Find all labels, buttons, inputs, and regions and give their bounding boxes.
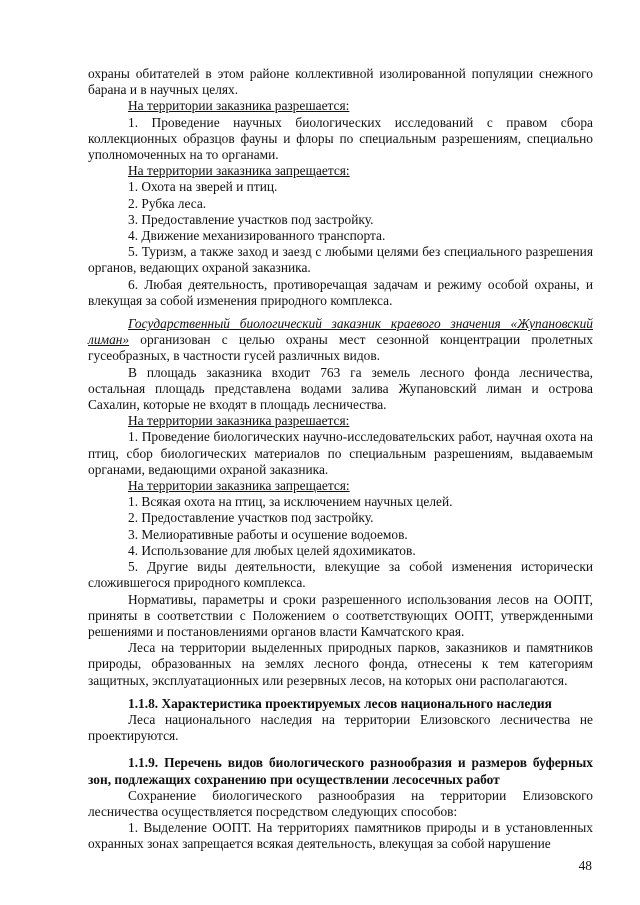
document-page <box>88 66 593 853</box>
section-text-1-1-9: Сохранение биологического разнообразия на территории Елизовского лесничества осуществляется посредством следующих способов: <box>88 787 593 819</box>
allowed-heading-1: На территории заказника разрешается: <box>128 98 350 114</box>
forbidden-heading-1: На территории заказника запрещается: <box>128 163 350 179</box>
forbidden-item: 3. Предоставление участков под застройку. <box>128 211 374 227</box>
section-item-1-1-9: 1. Выделение ООПТ. На территориях памятников природы и в установленных охранных зонах запрещается всякая деятельность, влекущая за собой нарушение <box>88 820 593 852</box>
allowed-heading-2: На территории заказника разрешается: <box>128 413 350 429</box>
forbidden-item: 6. Любая деятельность, противоречащая задачам и режиму особой охраны, и влекущая за собой изменения природного комплекса. <box>88 276 593 308</box>
norms-paragraph: Нормативы, параметры и сроки разрешенного использования лесов на ООПТ, приняты в соответствии с Положением о соответствующих ООПТ, утвержденными решениями и постановлениями органов власти Камчатского края. <box>88 591 593 639</box>
forbidden-item: 2. Предоставление участков под застройку. <box>128 510 374 526</box>
section-text-1-1-8: Леса национального наследия на территории Елизовского лесничества не проектируются. <box>88 711 593 744</box>
section-heading-1-1-8: 1.1.8. Характеристика проектируемых лесов национального наследия <box>128 695 552 711</box>
zakaznik-intro: Государственный биологический заказник краевого значения «Жупановский лиман» организован с целью охраны мест сезонной концентрации пролетных гусеобразных, в частности гусей различных видов. <box>88 316 593 364</box>
page-number: 48 <box>578 858 592 873</box>
forbidden-item: 3. Мелиоративные работы и осушение водоемов. <box>128 526 408 542</box>
forbidden-item: 4. Движение механизированного транспорта. <box>128 228 386 244</box>
forests-paragraph: Леса на территории выделенных природных парков, заказников и памятников природы, образованных на землях лесного фонда, отнесены к тем категориям защитных, эксплуатационных или резервных лесов, на которых они располагаются. <box>88 640 593 688</box>
forbidden-heading-2: На территории заказника запрещается: <box>128 478 350 494</box>
forbidden-item: 4. Использование для любых целей ядохимикатов. <box>128 542 416 558</box>
forbidden-item: 5. Туризм, а также заход и заезд с любыми целями без специального разрешения органов, ведающих охраной заказника. <box>88 244 593 276</box>
section-heading-1-1-9: 1.1.9. Перечень видов биологического разнообразия и размеров буферных зон, подлежащих сохранению при осуществлении лесосечных работ <box>88 755 593 787</box>
forbidden-item: 5. Другие виды деятельности, влекущие за собой изменения исторически сложившегося природного комплекса. <box>88 559 593 591</box>
allowed-item-2: 1. Проведение биологических научно-исследовательских работ, научная охота на птиц, сбор биологических материалов по специальным разрешениям, выдаваемым органами, ведающими охраной заказника. <box>88 429 593 477</box>
zakaznik-area: В площадь заказника входит 763 га земель лесного фонда лесничества, остальная площадь представлена водами залива Жупановский лиман и острова Сахалин, которые не входят в площадь лесничества. <box>88 364 593 413</box>
allowed-item-1: 1. Проведение научных биологических исследований с правом сбора коллекционных образцов фауны и флоры по специальным разрешениям, специально уполномоченных на то органами. <box>88 114 593 163</box>
forbidden-item: 1. Всякая охота на птиц, за исключением научных целей. <box>128 494 453 510</box>
forbidden-item: 1. Охота на зверей и птиц. <box>128 179 278 195</box>
paragraph-continuation: охраны обитателей в этом районе коллективной изолированной популяции снежного барана и в научных целях. <box>88 66 593 98</box>
zakaznik-title: Государственный биологический заказник краевого значения «Жупановский лиман» <box>88 316 593 348</box>
forbidden-item: 2. Рубка леса. <box>128 195 207 211</box>
